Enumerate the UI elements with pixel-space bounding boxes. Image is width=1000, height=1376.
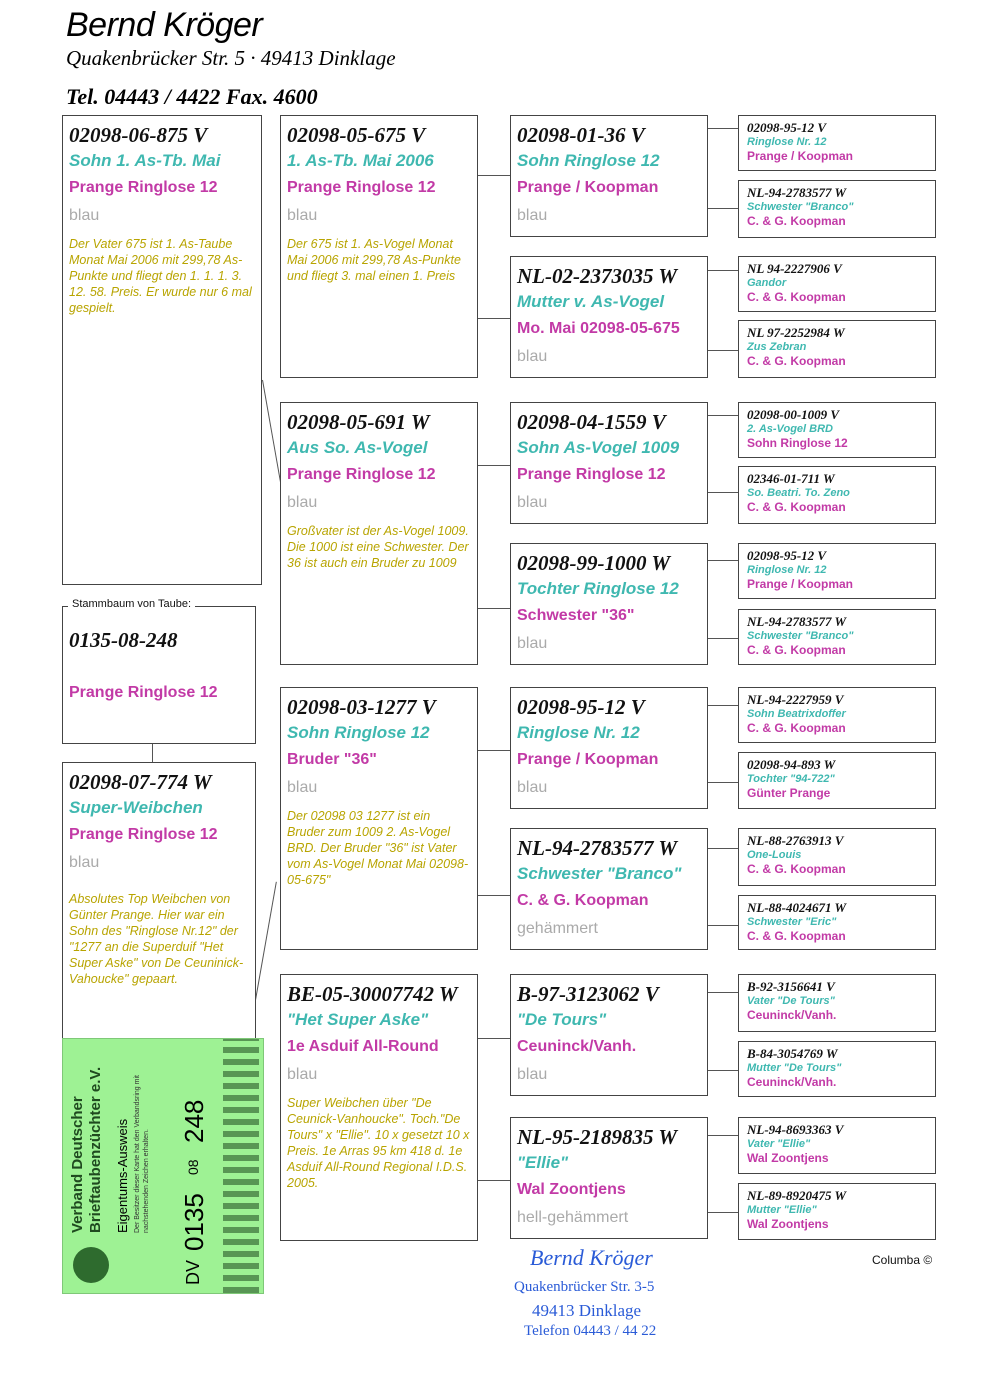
connector-line <box>478 1180 510 1181</box>
columba-credit: Columba © <box>872 1253 933 1267</box>
address-stamp <box>512 1245 712 1345</box>
breeder-label: Prange Ringlose 12 <box>517 466 666 483</box>
connector-line <box>708 415 738 416</box>
breeder-phone: Tel. 04443 / 4422 Fax. 4600 <box>66 84 318 109</box>
dove-logo-icon <box>73 1247 109 1283</box>
connector-line <box>478 608 510 609</box>
pigeon-name: Schwester "Branco" <box>747 201 854 213</box>
ring-number: BE-05-30007742 W <box>287 982 458 1006</box>
pigeon-name: Ringlose Nr. 12 <box>517 723 640 742</box>
ancestor-box <box>738 402 936 458</box>
ring-number: 02098-95-12 V <box>747 548 827 563</box>
pigeon-name: Tochter Ringlose 12 <box>517 579 679 598</box>
pigeon-name: "Het Super Aske" <box>287 1010 429 1029</box>
connector-line <box>478 1038 510 1039</box>
card-number-3: 248 <box>179 1099 209 1143</box>
color-label: blau <box>517 207 548 224</box>
color-label: blau <box>69 854 100 871</box>
breeder-label: C. & G. Koopman <box>747 214 846 228</box>
great-grandparent-box <box>510 828 708 950</box>
great-grandparent-box <box>510 687 708 809</box>
breeder-label: Ceuninck/Vanh. <box>747 1008 837 1022</box>
father-box <box>62 115 262 585</box>
color-label: gehämmert <box>517 920 598 937</box>
ownership-card <box>62 1038 264 1294</box>
connector-line <box>708 848 738 849</box>
breeder-label: Prange / Koopman <box>747 577 854 591</box>
connector-line <box>708 128 738 129</box>
pigeon-name: Ringlose Nr. 12 <box>747 136 827 148</box>
great-grandparent-box <box>510 543 708 665</box>
breeder-label: Prange Ringlose 12 <box>287 179 436 196</box>
pigeon-note: Der 675 ist 1. As-Vogel Monat Mai 2006 mit 299,78 As-Punkte und fliegt 3. mal einen 1. Preis <box>287 237 461 283</box>
color-label: blau <box>517 1066 548 1083</box>
mother-box <box>62 762 256 1052</box>
ring-number: NL-94-8693363 V <box>747 1122 844 1137</box>
grandparent-box <box>280 687 478 950</box>
grandparent-box <box>280 115 478 378</box>
ring-number: NL-94-2783577 W <box>747 185 847 200</box>
pigeon-name: Tochter "94-722" <box>747 773 835 785</box>
card-small-text: Der Besitzer dieser Karte hat den Verbandsring mit nachstehenden Zeichen erhalten. <box>134 1075 150 1233</box>
breeder-label: Prange / Koopman <box>747 149 854 163</box>
ancestor-box <box>738 752 936 809</box>
ring-number: 02098-04-1559 V <box>517 410 666 434</box>
breeder-address: Quakenbrücker Str. 5 · 49413 Dinklage <box>66 46 396 70</box>
color-label: blau <box>287 494 318 511</box>
breeder-label: Wal Zoontjens <box>747 1151 829 1165</box>
color-label: blau <box>287 779 318 796</box>
stamp-phone: Telefon 04443 / 44 22 <box>524 1323 657 1339</box>
breeder-label: Bruder "36" <box>287 751 377 768</box>
ancestor-box <box>738 1041 936 1097</box>
card-title-1: Verband Deutscher <box>69 1096 86 1233</box>
card-title-2: Brieftaubenzüchter e.V. <box>87 1066 104 1233</box>
connector-line <box>708 925 738 926</box>
ring-number: NL-88-2763913 V <box>747 833 844 848</box>
pigeon-note: Großvater ist der As-Vogel 1009. Die 1000 ist eine Schwester. Der 36 ist auch ein Bruder zu 1009 <box>287 524 469 570</box>
pigeon-name: Mutter "De Tours" <box>747 1062 842 1074</box>
ring-number: 02098-07-774 W <box>69 770 212 794</box>
pigeon-name: So. Beatri. To. Zeno <box>747 487 850 499</box>
color-label: blau <box>517 635 548 652</box>
color-label: blau <box>287 1066 318 1083</box>
ring-number: 0135-08-248 <box>69 628 178 652</box>
ring-number: 02098-05-675 V <box>287 123 426 147</box>
grandparent-box <box>280 974 478 1241</box>
connector-line <box>478 895 510 896</box>
color-label: blau <box>517 494 548 511</box>
breeder-label: Prange Ringlose 12 <box>69 684 218 701</box>
ancestor-box <box>738 828 936 886</box>
breeder-label: 1e Asduif All-Round <box>287 1038 439 1055</box>
connector-line <box>152 744 153 762</box>
breeder-name: Bernd Kröger <box>66 6 263 44</box>
ring-number: 02098-99-1000 W <box>517 551 671 575</box>
connector-line <box>708 208 738 209</box>
pigeon-name: Aus So. As-Vogel <box>287 438 428 457</box>
ring-number: NL 94-2227906 V <box>747 261 842 276</box>
pigeon-name: "De Tours" <box>517 1010 607 1029</box>
connector-line <box>478 750 510 751</box>
pigeon-name: Gandor <box>747 277 787 289</box>
pigeon-note: Der 02098 03 1277 ist ein Bruder zum 1009 2. As-Vogel BRD. Der Bruder "36" ist Vater vom As-Vogel Monat Mai 02098-05-675" <box>287 809 469 887</box>
pigeon-name: Sohn Ringlose 12 <box>287 723 430 742</box>
pigeon-name: Super-Weibchen <box>69 798 203 817</box>
ring-number: NL-89-8920475 W <box>747 1188 847 1203</box>
breeder-label: C. & G. Koopman <box>747 721 846 735</box>
connector-line <box>708 560 738 561</box>
great-grandparent-box <box>510 256 708 378</box>
breeder-label: Ceuninck/Vanh. <box>517 1038 637 1055</box>
breeder-label: C. & G. Koopman <box>517 892 649 909</box>
connector-line <box>478 465 510 466</box>
color-label: blau <box>287 207 318 224</box>
color-label: hell-gehämmert <box>517 1209 629 1226</box>
connector-line <box>708 350 738 351</box>
pigeon-name: "Ellie" <box>517 1153 569 1172</box>
breeder-label: C. & G. Koopman <box>747 929 846 943</box>
card-dv: DV <box>183 1259 203 1285</box>
ring-number: NL 97-2252984 W <box>747 325 845 340</box>
great-grandparent-box <box>510 974 708 1096</box>
ring-number: B-92-3156641 V <box>747 979 835 994</box>
ring-number: NL-94-2783577 W <box>747 614 847 629</box>
card-subtitle: Eigentums-Ausweis <box>115 1118 130 1233</box>
ancestor-box <box>738 466 936 524</box>
pigeon-name: Schwester "Eric" <box>747 916 837 928</box>
pigeon-name: Sohn As-Vogel 1009 <box>517 438 680 457</box>
pigeon-name: Vater "Ellie" <box>747 1138 811 1150</box>
ancestor-box <box>738 320 936 378</box>
ancestor-box <box>738 256 936 312</box>
breeder-label: C. & G. Koopman <box>747 290 846 304</box>
ring-number: 02098-03-1277 V <box>287 695 436 719</box>
pigeon-name: One-Louis <box>747 849 802 861</box>
pigeon-name: Sohn 1. As-Tb. Mai <box>69 151 221 170</box>
connector-line <box>708 992 738 993</box>
pigeon-name: Ringlose Nr. 12 <box>747 564 827 576</box>
breeder-label: Sohn Ringlose 12 <box>747 436 848 450</box>
ring-number: 02346-01-711 W <box>747 471 835 486</box>
ring-number: NL-88-4024671 W <box>747 900 847 915</box>
signature: Bernd Kröger <box>530 1245 653 1270</box>
connector-line <box>708 1135 738 1136</box>
pigeon-name: Schwester "Branco" <box>747 630 854 642</box>
breeder-label: Prange Ringlose 12 <box>69 179 218 196</box>
great-grandparent-box <box>510 1117 708 1239</box>
color-label: blau <box>517 348 548 365</box>
pigeon-note: Absolutes Top Weibchen von Günter Prange. Hier war ein Sohn des "Ringlose Nr.12" der "1277 an die Superduif "Het Super Aske" von De Ceuninick-Vahoucke" gepaart. <box>69 892 244 986</box>
connector-line <box>708 638 738 639</box>
pigeon-name: Mutter v. As-Vogel <box>517 292 665 311</box>
breeder-label: C. & G. Koopman <box>747 643 846 657</box>
breeder-label: Wal Zoontjens <box>517 1181 626 1198</box>
connector-line <box>708 492 738 493</box>
connector-line <box>708 270 738 271</box>
connector-line <box>478 318 510 319</box>
ancestor-box <box>738 609 936 665</box>
ring-number: 02098-95-12 V <box>517 695 645 719</box>
pigeon-name: Vater "De Tours" <box>747 995 835 1007</box>
breeder-label: Günter Prange <box>747 786 831 800</box>
pigeon-name: 1. As-Tb. Mai 2006 <box>287 151 434 170</box>
ancestor-box <box>738 895 936 950</box>
ring-number: NL-95-2189835 W <box>517 1125 678 1149</box>
breeder-label: Prange / Koopman <box>517 179 659 196</box>
pigeon-name: Sohn Beatrixdoffer <box>747 708 846 720</box>
color-label: blau <box>69 207 100 224</box>
pigeon-name: Mutter "Ellie" <box>747 1204 817 1216</box>
breeder-label: Prange / Koopman <box>517 751 659 768</box>
ring-number: NL-02-2373035 W <box>517 264 678 288</box>
color-label: blau <box>517 779 548 796</box>
ancestor-box <box>738 180 936 238</box>
subject-box <box>62 606 256 744</box>
card-pattern <box>223 1039 259 1293</box>
breeder-label: Prange Ringlose 12 <box>69 826 218 843</box>
ancestor-box <box>738 974 936 1032</box>
ancestor-box <box>738 687 936 743</box>
stamp-street: Quakenbrücker Str. 3-5 <box>514 1279 655 1295</box>
breeder-label: C. & G. Koopman <box>747 862 846 876</box>
card-number-1: 0135 <box>179 1193 209 1251</box>
ring-number: NL-94-2227959 V <box>747 692 844 707</box>
breeder-label: Mo. Mai 02098-05-675 <box>517 320 680 337</box>
ring-number: 02098-06-875 V <box>69 123 208 147</box>
ancestor-box <box>738 543 936 599</box>
great-grandparent-box <box>510 402 708 524</box>
pigeon-name: Schwester "Branco" <box>517 864 682 883</box>
ancestor-box <box>738 1183 936 1240</box>
breeder-label: Ceuninck/Vanh. <box>747 1075 837 1089</box>
ring-number: 02098-01-36 V <box>517 123 645 147</box>
connector-line <box>708 1212 738 1213</box>
connector-line <box>255 882 277 1000</box>
pedigree-caption: Stammbaum von Taube: <box>68 598 195 610</box>
stamp-city: 49413 Dinklage <box>532 1301 642 1320</box>
breeder-label: Schwester "36" <box>517 607 635 624</box>
ring-number: NL-94-2783577 W <box>517 836 678 860</box>
ring-number: B-97-3123062 V <box>517 982 659 1006</box>
breeder-label: C. & G. Koopman <box>747 500 846 514</box>
pigeon-name: Sohn Ringlose 12 <box>517 151 660 170</box>
pigeon-name: 2. As-Vogel BRD <box>747 423 833 435</box>
connector-line <box>478 175 510 176</box>
ring-number: 02098-94-893 W <box>747 757 836 772</box>
card-number-2: 08 <box>185 1159 201 1175</box>
ancestor-box <box>738 1117 936 1174</box>
breeder-label: Prange Ringlose 12 <box>287 466 436 483</box>
ancestor-box <box>738 115 936 171</box>
great-grandparent-box <box>510 115 708 237</box>
grandparent-box <box>280 402 478 665</box>
pigeon-note: Der Vater 675 ist 1. As-Taube Monat Mai 2006 mit 299,78 As-Punkte und fliegt den 1. 1. 1. 3. 12. 58. Preis. Er wurde nur 6 mal gespielt. <box>69 237 252 315</box>
pigeon-note: Super Weibchen über "De Ceunick-Vanhoucke". Toch."De Tours" x "Ellie". 10 x gesetzt 10 x Preis. 1e Arras 95 km 418 d. 1e Asduif All-Round Regional I.D.S. 2005. <box>287 1096 470 1190</box>
ring-number: 02098-05-691 W <box>287 410 430 434</box>
breeder-label: C. & G. Koopman <box>747 354 846 368</box>
ring-number: 02098-00-1009 V <box>747 407 840 422</box>
ring-number: B-84-3054769 W <box>747 1046 838 1061</box>
ring-number: 02098-95-12 V <box>747 120 827 135</box>
connector-line <box>708 782 738 783</box>
breeder-label: Wal Zoontjens <box>747 1217 829 1231</box>
pigeon-name: Zus Zebran <box>747 341 807 353</box>
connector-line <box>708 705 738 706</box>
connector-line <box>708 1070 738 1071</box>
